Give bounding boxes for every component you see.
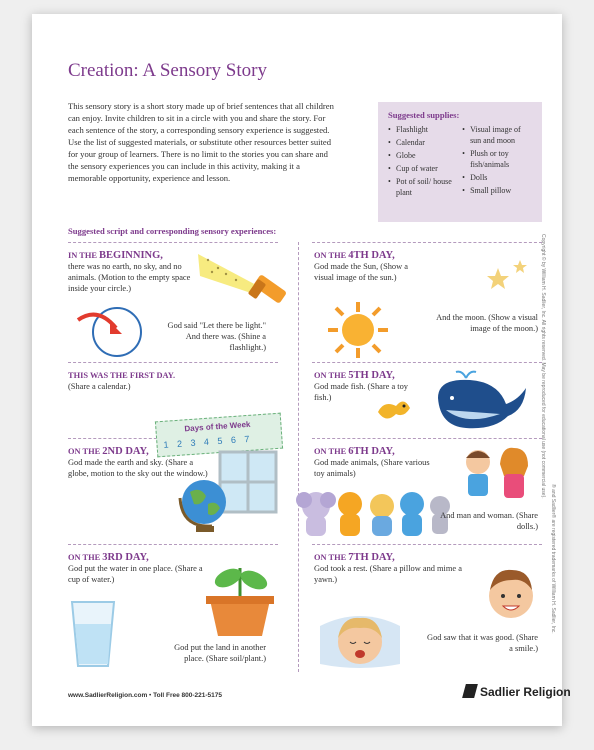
section-7th-day: ON THE 7TH DAY, God took a rest. (Share a pillow and mime a yawn.) [314,552,462,584]
section-6th-day: ON THE 6TH DAY, God made animals, (Share various toy animals) [314,446,430,478]
supply-item: • Pot of soil/ house plant [388,176,454,198]
footer-site: www.SadlierReligion.com [68,692,148,699]
sadlier-logo: Sadlier Religion [464,684,571,699]
divider [68,242,278,243]
copyright-note: Copyright © by William H. Sadlier, Inc. All rights reserved. May be reproduced for educational use (not commercial use). [540,234,546,499]
supply-item: • Plush or toy fish/animals [462,148,532,170]
supply-item: • Dolls [462,172,532,183]
logo-mark-icon [462,684,478,698]
supplies-box [378,102,542,222]
divider [312,362,542,363]
supply-item: • Cup of water [388,163,454,174]
whale-and-fish-icon [376,370,538,436]
section-4th-day-moon: And the moon. (Show a visual image of the moon.) [436,313,538,333]
section-4th-day: ON THE 4TH DAY, God made the Sun, (Show a visual image of the sun.) [314,250,408,282]
divider [68,544,278,545]
supply-item: • Small pillow [462,185,532,196]
supply-item: • Globe [388,150,454,161]
worksheet-page [32,14,571,726]
section-beginning: IN THE BEGINNING, there was no earth, no sky, and no animals. (Motion to the empty space inside your circle.) [68,250,191,293]
calendar-icon: Days of the Week 1 2 3 4 5 6 7 [155,413,283,458]
section-5th-day: ON THE 5TH DAY, God made fish. (Share a toy fish.) [314,370,408,402]
section-first-day: THIS WAS THE FIRST DAY. (Share a calendar.) [68,371,176,391]
section-3rd-day-land: God put the land in another place. (Share soil/plant.) [174,643,266,663]
footer-phone: Toll Free 800-221-5175 [153,692,223,699]
section-7th-day-smile: God saw that it was good. (Share a smile.) [427,633,538,653]
potted-plant-icon [202,558,278,638]
trademark-note: ® and Sadlier® are registered trademarks of William H. Sadlier, Inc. [550,484,556,634]
sleeping-girl-icon [316,602,406,672]
smiling-boy-icon [484,564,538,624]
column-divider [298,242,299,672]
sun-icon [322,300,394,360]
window-globe-icon [172,448,282,540]
supply-item: • Visual image of sun and moon [462,124,532,146]
section-2nd-day: ON THE 2ND DAY, God made the earth and sky. (Share a globe, motion to the sky out the window.) [68,446,208,478]
moon-stars-icon [428,254,538,314]
flashlight-icon [196,246,292,316]
divider [68,362,278,363]
footer: www.SadlierReligion.com • Toll Free 800-221-5175 [68,692,223,699]
divider [312,242,542,243]
intro-paragraph: This sensory story is a short story made up of brief sentences that all children can enjoy. Invite children to sit in a circle with you and share the story. For each sentence of the story, a corresponding sensory experience is suggested. Use the list of suggested materials, or substitute other resources better suited for your group of learners. There is no limit to the stories you can share and the sensory experiences you can include in this activity, making it a memorable opportunity, experience and lesson. [68,101,334,183]
section-6th-day-people: And man and woman. (Share dolls.) [440,511,538,531]
section-beginning-light: God said "Let there be light." And there was. (Shine a flashlight.) [167,321,266,352]
divider [312,438,542,439]
circle-icon [72,300,152,360]
script-heading: Suggested script and corresponding sensory experiences: [68,226,277,236]
supplies-heading: Suggested supplies: [388,110,460,120]
page-title: Creation: A Sensory Story [68,60,267,81]
section-3rd-day: ON THE 3RD DAY, God put the water in one place. (Share a cup of water.) [68,552,203,584]
supplies-list-1 [388,124,454,200]
divider [312,544,542,545]
supply-item: • Flashlight [388,124,454,135]
cup-of-water-icon [68,598,118,670]
supplies-list-2 [462,124,532,200]
supply-item: • Calendar [388,137,454,148]
dolls-icon [452,446,542,506]
